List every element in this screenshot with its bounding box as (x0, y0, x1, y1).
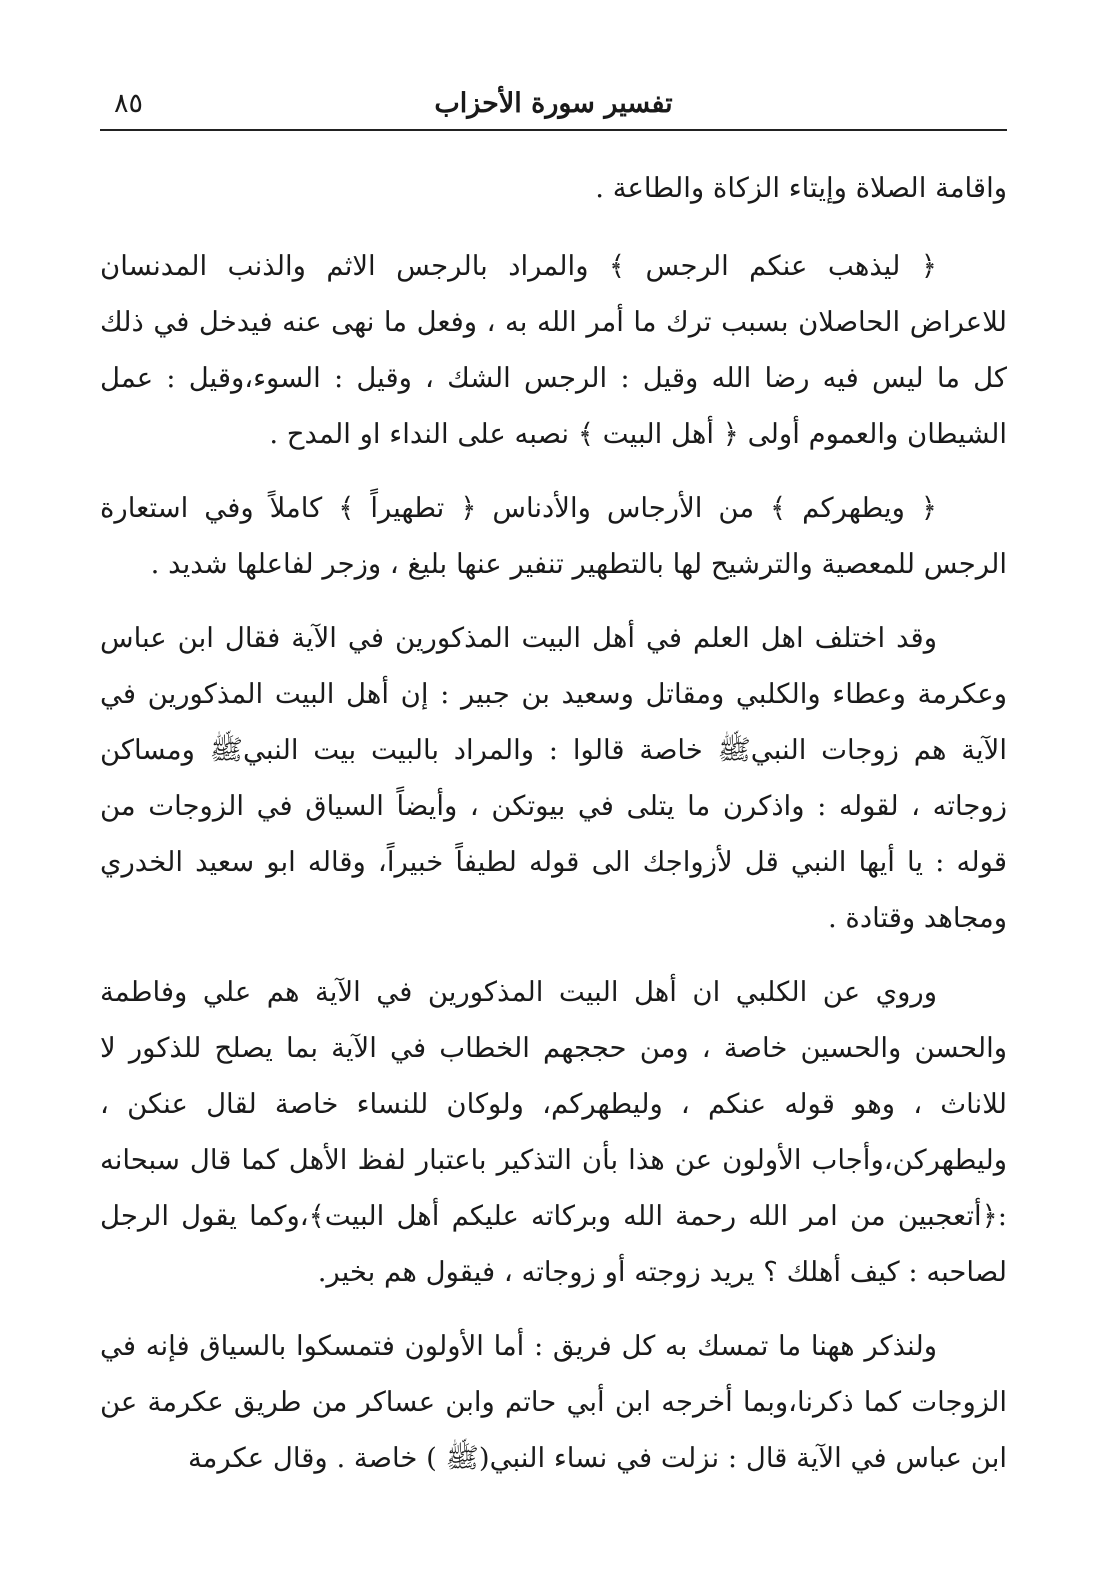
paragraph-2: ﴿ ليذهب عنكم الرجس ﴾ والمراد بالرجس الاثم والذنب المدنسان للاعراض الحاصلان بسبب ترك ما أمر الله به ، وفعل ما نهى عنه فيدخل في ذلك كل ما ليس فيه رضا الله وقيل : الرجس الشك ، وقيل : السوء،وقيل : عمل الشيطان والعموم أولى ﴿ أهل البيت ﴾ نصبه على النداء او المدح . (100, 250, 1007, 450)
paragraph-4: وقد اختلف اهل العلم في أهل البيت المذكورين في الآية فقال ابن عباس وعكرمة وعطاء والكلبي ومقاتل وسعيد بن جبير : إن أهل البيت المذكورين في الآية هم زوجات النبيﷺ خاصة قالوا : والمراد بالبيت بيت النبيﷺ ومساكن زوجاته ، لقوله : واذكرن ما يتلى في بيوتكن ، وأيضاً السياق في الزوجات من قوله : يا أيها النبي قل لأزواجك الى قوله لطيفاً خبيراً، وقاله ابو سعيد الخدري ومجاهد وقتادة . (100, 622, 1007, 934)
paragraph-1: واقامة الصلاة وإيتاء الزكاة والطاعة . (595, 172, 1007, 204)
header-divider (100, 129, 1007, 131)
page-header (100, 82, 1007, 128)
page-body (100, 160, 1007, 1504)
paragraph-3: ﴿ ويطهركم ﴾ من الأرجاس والأدناس ﴿ تطهيراً ﴾ كاملاً وفي استعارة الرجس للمعصية والترشيح لها بالتطهير تنفير عنها بليغ ، وزجر لفاعلها شديد . (100, 492, 1007, 580)
paragraph-5: وروي عن الكلبي ان أهل البيت المذكورين في الآية هم علي وفاطمة والحسن والحسين خاصة ، ومن حججهم الخطاب في الآية بما يصلح للذكور لا للاناث ، وهو قوله عنكم ، وليطهركم، ولوكان للنساء خاصة لقال عنكن ، وليطهركن،وأجاب الأولون عن هذا بأن التذكير باعتبار لفظ الأهل كما قال سبحانه :﴿أتعجبين من امر الله رحمة الله وبركاته عليكم أهل البيت﴾،وكما يقول الرجل لصاحبه : كيف أهلك ؟ يريد زوجته أو زوجاته ، فيقول هم بخير. (100, 976, 1007, 1288)
paragraph-6: ولنذكر ههنا ما تمسك به كل فريق : أما الأولون فتمسكوا بالسياق فإنه في الزوجات كما ذكرنا،وبما أخرجه ابن أبي حاتم وابن عساكر من طريق عكرمة عن ابن عباس في الآية قال : نزلت في نساء النبي(ﷺ ) خاصة . وقال عكرمة (100, 1330, 1007, 1474)
page-number: ٨٥ (114, 88, 144, 119)
page-title: تفسير سورة الأحزاب (434, 88, 673, 119)
